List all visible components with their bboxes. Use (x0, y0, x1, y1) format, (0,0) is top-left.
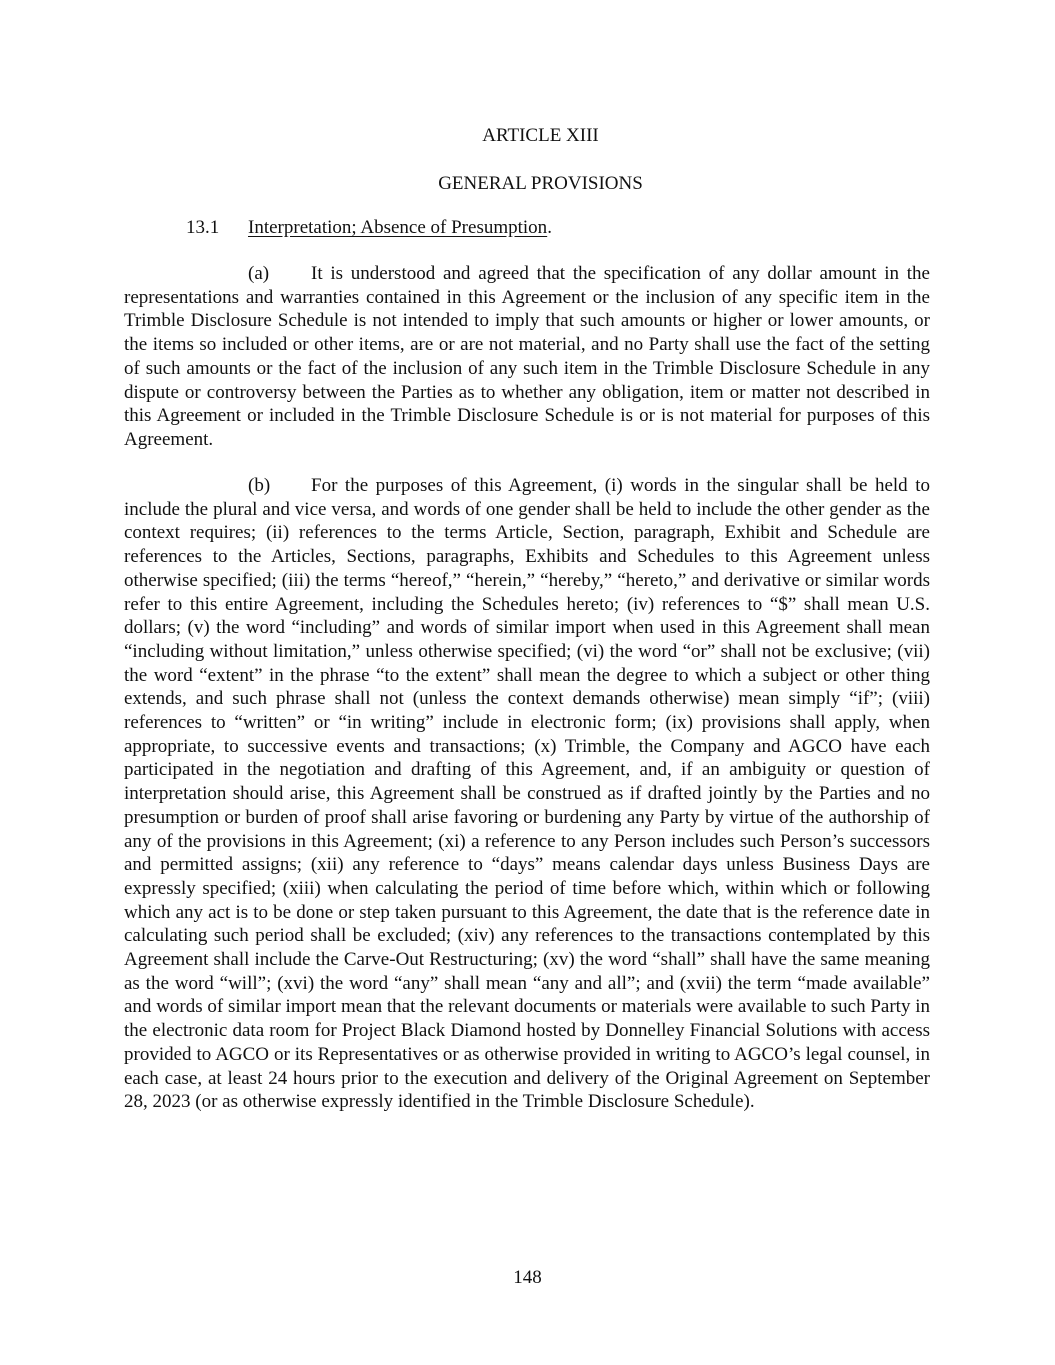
subsection-title-row (186, 216, 552, 240)
subsection-number: 13.1 (186, 217, 220, 238)
subsection-title-suffix: . (547, 217, 552, 238)
article-heading: ARTICLE XIII (482, 125, 599, 146)
paragraph-a-label: (a) (248, 263, 270, 284)
paragraph-b (124, 474, 930, 1114)
paragraph-b-label: (b) (248, 475, 271, 496)
subsection-title: Interpretation; Absence of Presumption (248, 217, 548, 238)
paragraph-b-text: For the purposes of this Agreement, (i) words in the singular shall be held to include the plural and vice versa, and words of one gender shall be held to include the other gender as the context requires; (ii) references to the terms Article, Section, paragraph, Exhibit and Schedule are references to the Articles, Sections, paragraphs, Exhibits and Schedules to this Agreement unless otherwise specified; (iii) the terms “hereof,” “herein,” “hereby,” “hereto,” and derivative or similar words refer to this entire Agreement, including the Schedules hereto; (iv) references to “$” shall mean U.S. dollars; (v) the word “including” and words of similar import when used in this Agreement shall mean “including without limitation,” unless otherwise specified; (vi) the word “or” shall not be exclusive; (vii) the word “extent” in the phrase “to the extent” shall mean the degree to which a subject or other thing extends, and such phrase shall not (unless the context demands otherwise) mean simply “if”; (viii) references to “written” or “in writing” include in electronic form; (ix) provisions shall apply, when appropriate, to successive events and transactions; (x) Trimble, the Company and AGCO have each participated in the negotiation and drafting of this Agreement, and, if an ambiguity or question of interpretation should arise, this Agreement shall be construed as if drafted jointly by the Parties and no presumption or burden of proof shall arise favoring or burdening any Party by virtue of the authorship of any of the provisions in this Agreement; (xi) a reference to any Person includes such Person’s successors and permitted assigns; (xii) any reference to “days” means calendar days unless Business Days are expressly specified; (xiii) when calculating the period of time before which, within which or following which any act is to be done or step taken pursuant to this Agreement, the date that is the reference date in calculating such period shall be excluded; (xiv) any references to the transactions contemplated by this Agreement shall include the Carve-Out Restructuring; (xv) the word “shall” shall have the same meaning as the word “will”; (xvi) the word “any” shall mean “any and all”; and (xvii) the term “made available” and words of similar import mean that the relevant documents or materials were available to such Party in the electronic data room for Project Black Diamond hosted by Donnelley Financial Solutions with access provided to AGCO or its Representatives or as otherwise provided in writing to AGCO’s legal counsel, in each case, at least 24 hours prior to the execution and delivery of the Original Agreement on September 28, 2023 (or as otherwise expressly identified in the Trimble Disclosure Schedule). (124, 475, 930, 1113)
page-number: 148 (513, 1267, 542, 1288)
paragraph-a (124, 262, 930, 452)
section-heading: GENERAL PROVISIONS (438, 173, 643, 194)
paragraph-a-text: It is understood and agreed that the specification of any dollar amount in the representations and warranties contained in this Agreement or the inclusion of any specific item in the Trimble Disclosure Schedule is not intended to imply that such amounts or higher or lower amounts, or the items so included or other items, are or are not material, and no Party shall use the fact of the setting of such amounts or the fact of the inclusion of any such item in the Trimble Disclosure Schedule in any dispute or controversy between the Parties as to whether any obligation, item or matter not described in this Agreement or included in the Trimble Disclosure Schedule is or is not material for purposes of this Agreement. (124, 263, 930, 450)
